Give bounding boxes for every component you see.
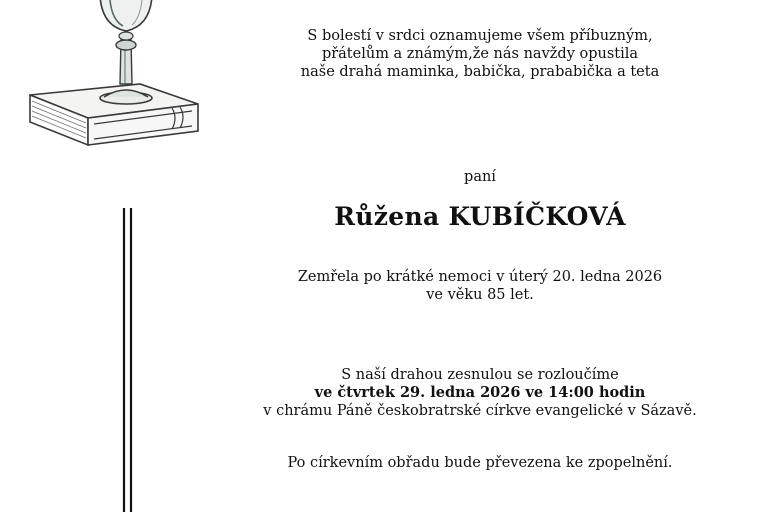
announcement-text xyxy=(240,27,720,81)
intro-line: naše drahá maminka, babička, prababička a teta xyxy=(300,64,660,80)
chalice-on-bible-icon xyxy=(22,0,204,158)
intro-line: přátelům a známým,že nás navždy opustila xyxy=(321,46,639,62)
death-line: ve věku 85 let. xyxy=(426,287,534,303)
death-info xyxy=(240,268,720,304)
intro-line: S bolestí v srdci oznamujeme všem příbuzným, xyxy=(307,28,653,44)
death-line: Zemřela po krátké nemoci v úterý 20. ledna 2026 xyxy=(297,269,663,285)
deceased-name: Růžena KUBÍČKOVÁ xyxy=(334,202,626,231)
farewell-place: v chrámu Páně českobratrské církve evangelické v Sázavě. xyxy=(263,403,697,419)
farewell-date: ve čtvrtek 29. ledna 2026 ve 14:00 hodin xyxy=(314,384,646,401)
honorific: paní xyxy=(464,169,496,185)
farewell-line: S naší drahou zesnulou se rozloučíme xyxy=(341,367,619,383)
border-lines xyxy=(118,208,138,512)
farewell-info xyxy=(240,366,720,420)
closing-text: Po církevním obřadu bude převezena ke zpopelnění. xyxy=(287,455,673,471)
